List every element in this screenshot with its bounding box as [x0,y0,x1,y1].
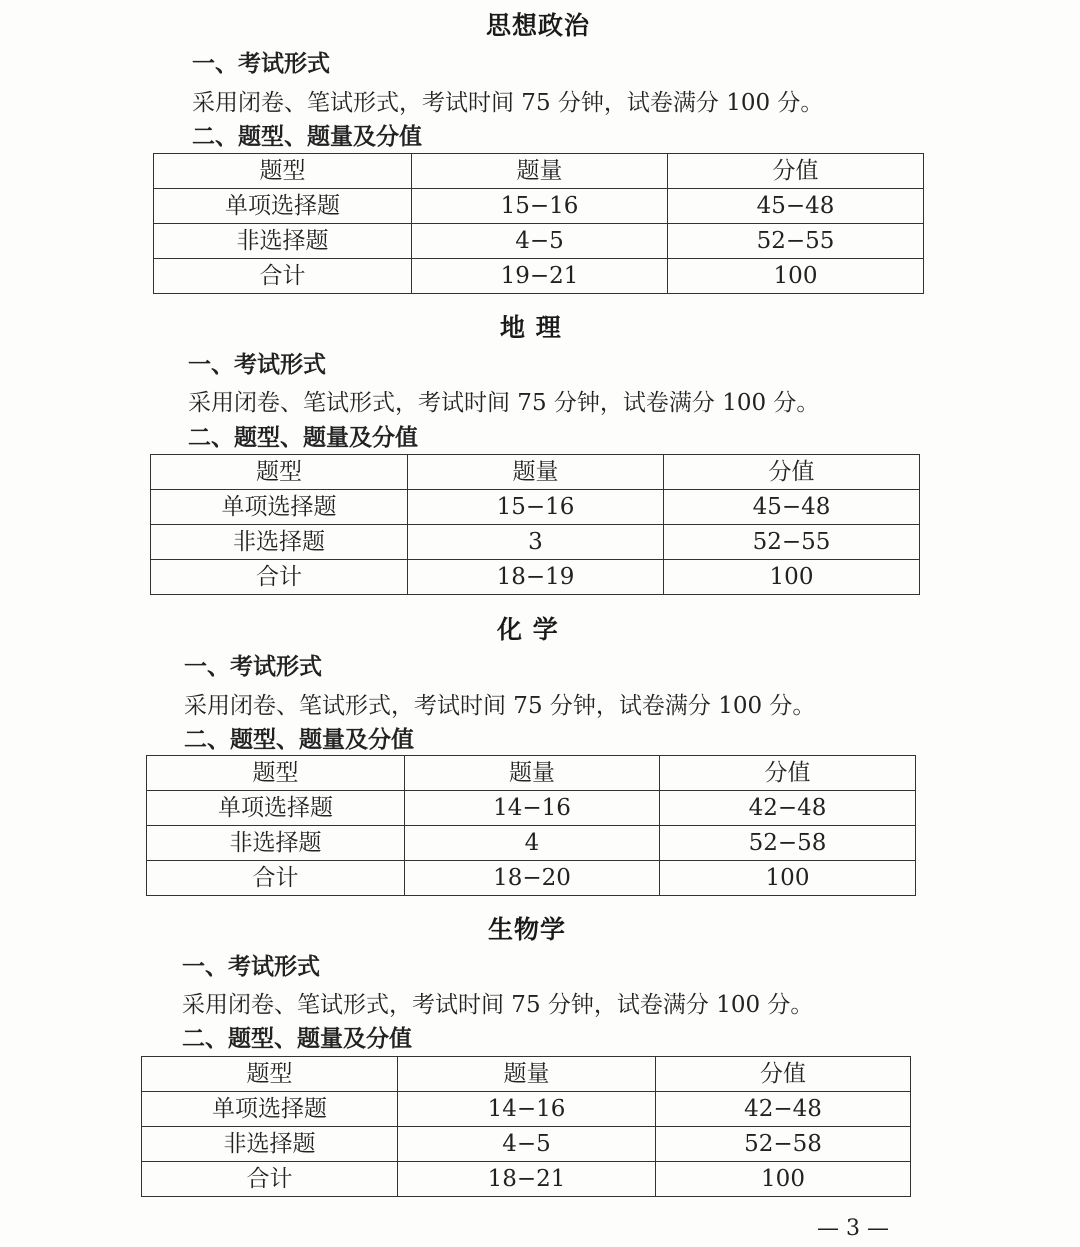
score-table-politics [153,153,924,294]
exam-format-heading: 一、考试形式 [182,954,320,980]
table-row [142,1092,911,1127]
header-cell: 分值 [664,455,920,490]
table-row [151,525,920,560]
table-cell: 合计 [142,1162,398,1197]
subject-title-biology: 生物学 [488,915,567,944]
question-types-heading: 二、题型、题量及分值 [192,124,422,150]
table-cell: 非选择题 [147,826,405,861]
question-types-heading: 二、题型、题量及分值 [182,1026,412,1052]
table-row [147,861,916,896]
table-cell: 单项选择题 [142,1092,398,1127]
table-cell: 52−55 [664,525,920,560]
header-cell: 题型 [147,756,405,791]
header-cell: 题量 [398,1057,656,1092]
table-cell: 19−21 [412,259,668,294]
exam-format-heading: 一、考试形式 [192,51,330,77]
table-row [151,490,920,525]
header-cell: 分值 [660,756,916,791]
table-cell: 4 [405,826,660,861]
exam-format-text: 采用闭卷、笔试形式，考试时间 75 分钟，试卷满分 100 分。 [192,90,824,116]
table-cell: 14−16 [398,1092,656,1127]
header-cell: 题型 [142,1057,398,1092]
table-header-row [151,455,920,490]
subject-title-chemistry: 化 学 [497,615,559,644]
table-cell: 18−21 [398,1162,656,1197]
table-row [154,189,924,224]
table-cell: 15−16 [408,490,664,525]
exam-format-text: 采用闭卷、笔试形式，考试时间 75 分钟，试卷满分 100 分。 [182,992,814,1018]
header-cell: 题量 [405,756,660,791]
table-cell: 4−5 [398,1127,656,1162]
table-cell: 52−58 [656,1127,911,1162]
header-cell: 分值 [656,1057,911,1092]
table-cell: 15−16 [412,189,668,224]
page-number: — 3 — [817,1216,889,1241]
question-types-heading: 二、题型、题量及分值 [184,727,414,753]
score-table-geography [150,454,920,595]
table-cell: 合计 [147,861,405,896]
table-row [142,1127,911,1162]
header-cell: 分值 [668,154,924,189]
exam-format-heading: 一、考试形式 [188,352,326,378]
header-cell: 题型 [151,455,408,490]
header-cell: 题型 [154,154,412,189]
table-cell: 合计 [154,259,412,294]
header-cell: 题量 [408,455,664,490]
table-row [154,259,924,294]
table-header-row [142,1057,911,1092]
table-cell: 100 [664,560,920,595]
table-cell: 100 [656,1162,911,1197]
table-cell: 45−48 [668,189,924,224]
table-cell: 45−48 [664,490,920,525]
table-row [142,1162,911,1197]
score-table-chemistry [146,755,916,896]
table-cell: 非选择题 [142,1127,398,1162]
table-cell: 14−16 [405,791,660,826]
table-cell: 42−48 [660,791,916,826]
exam-format-heading: 一、考试形式 [184,654,322,680]
question-types-heading: 二、题型、题量及分值 [188,425,418,451]
table-cell: 100 [668,259,924,294]
table-header-row [147,756,916,791]
table-cell: 100 [660,861,916,896]
table-row [147,791,916,826]
subject-title-politics: 思想政治 [486,11,591,40]
table-cell: 42−48 [656,1092,911,1127]
table-cell: 52−55 [668,224,924,259]
table-row [147,826,916,861]
table-cell: 单项选择题 [154,189,412,224]
table-cell: 18−20 [405,861,660,896]
score-table-biology [141,1056,911,1197]
table-cell: 3 [408,525,664,560]
table-cell: 单项选择题 [151,490,408,525]
header-cell: 题量 [412,154,668,189]
table-cell: 52−58 [660,826,916,861]
table-cell: 4−5 [412,224,668,259]
table-cell: 非选择题 [154,224,412,259]
exam-format-text: 采用闭卷、笔试形式，考试时间 75 分钟，试卷满分 100 分。 [188,390,820,416]
table-cell: 合计 [151,560,408,595]
table-row [151,560,920,595]
table-header-row [154,154,924,189]
table-cell: 18−19 [408,560,664,595]
table-row [154,224,924,259]
exam-format-text: 采用闭卷、笔试形式，考试时间 75 分钟，试卷满分 100 分。 [184,693,816,719]
table-cell: 非选择题 [151,525,408,560]
table-cell: 单项选择题 [147,791,405,826]
subject-title-geography: 地 理 [500,313,562,342]
